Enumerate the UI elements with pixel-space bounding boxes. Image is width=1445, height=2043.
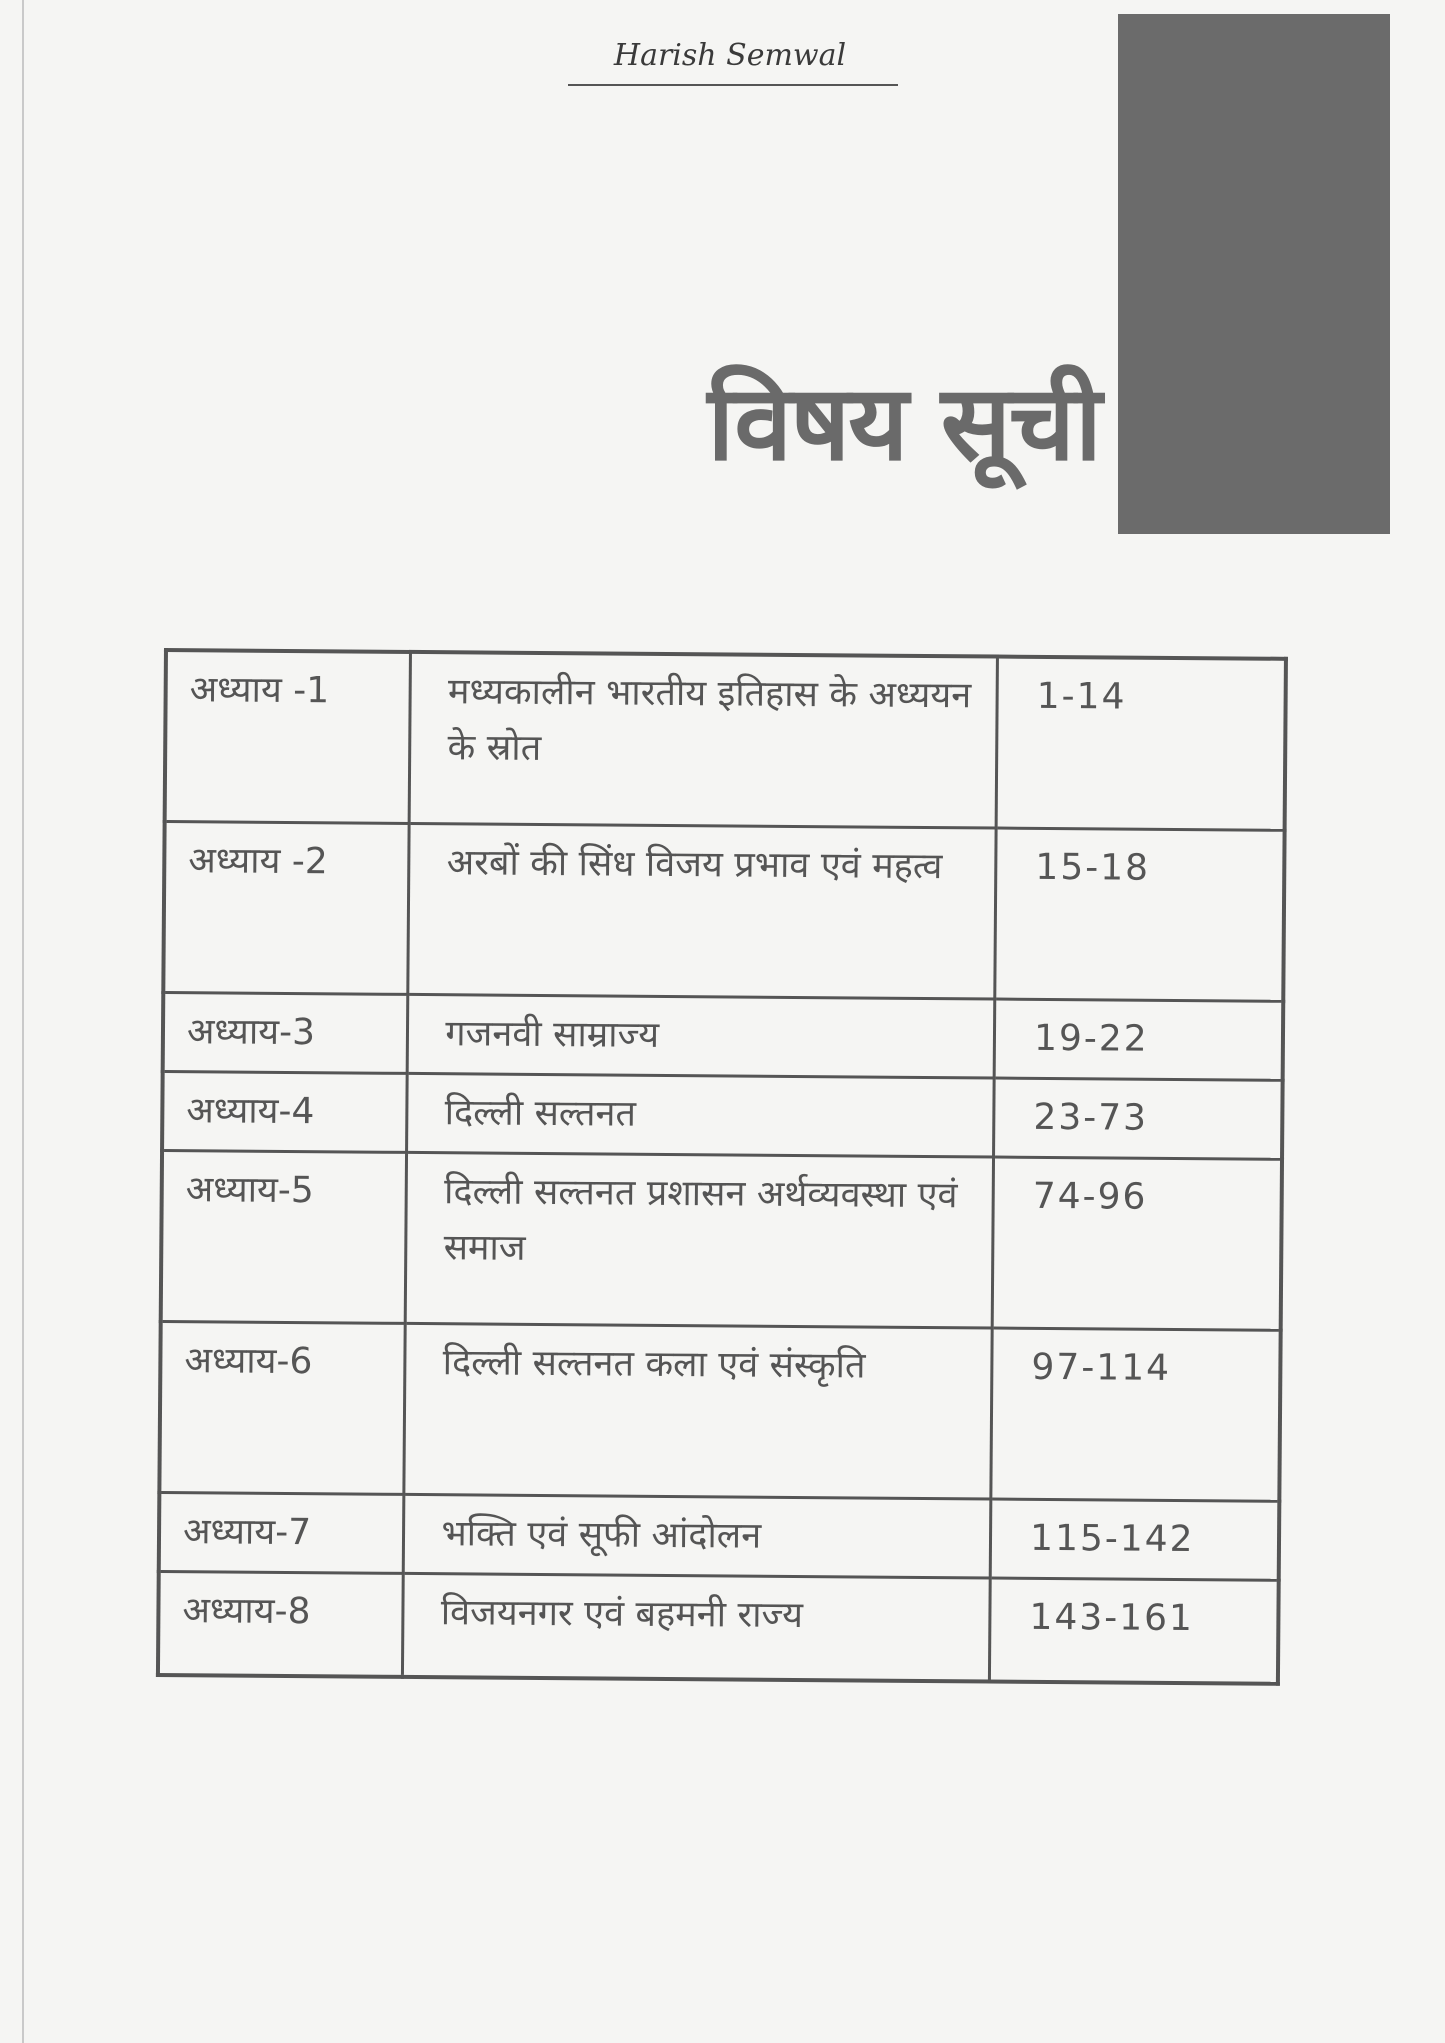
toc-title: दिल्ली सल्तनत कला एवं संस्कृति: [404, 1323, 992, 1499]
toc-chapter: अध्याय-4: [162, 1072, 407, 1153]
toc-title: गजनवी साम्राज्य: [408, 994, 995, 1078]
toc-title: अरबों की सिंध विजय प्रभाव एवं महत्व: [408, 823, 996, 999]
toc-row: [159, 1492, 1280, 1580]
toc-chapter: अध्याय-5: [161, 1151, 407, 1324]
page-edge: [22, 0, 24, 2043]
toc-chapter: अध्याय-7: [159, 1492, 404, 1573]
signature-underline: [568, 84, 898, 86]
table-of-contents: [156, 648, 1288, 1686]
toc-pages: 23-73: [994, 1078, 1283, 1159]
toc-title: विजयनगर एवं बहमनी राज्य: [403, 1573, 991, 1681]
toc-row: [165, 650, 1286, 830]
toc-row: [158, 1571, 1279, 1683]
toc-chapter: अध्याय -1: [165, 650, 411, 823]
toc-pages: 143-161: [990, 1578, 1279, 1684]
toc-chapter: अध्याय-6: [159, 1321, 405, 1494]
toc-row: [163, 993, 1284, 1081]
toc-chapter: अध्याय-3: [163, 993, 408, 1074]
toc-pages: 97-114: [991, 1328, 1281, 1501]
toc-chapter: अध्याय -2: [163, 822, 409, 995]
toc-pages: 15-18: [995, 828, 1285, 1001]
handwritten-signature: Harish Semwal: [613, 38, 847, 73]
toc-chapter: अध्याय-8: [158, 1571, 404, 1676]
toc-pages: 115-142: [990, 1499, 1279, 1580]
toc-title: भक्ति एवं सूफी आंदोलन: [404, 1494, 991, 1578]
toc-title: मध्यकालीन भारतीय इतिहास के अध्ययन के स्रोत: [409, 652, 997, 828]
toc-pages: 1-14: [996, 657, 1286, 831]
toc-title: दिल्ली सल्तनत: [407, 1073, 994, 1157]
toc-pages: 74-96: [992, 1157, 1282, 1330]
toc-title: दिल्ली सल्तनत प्रशासन अर्थव्यवस्था एवं समाज: [406, 1152, 994, 1328]
toc-row: [163, 822, 1284, 1002]
toc-row: [159, 1321, 1280, 1501]
toc-row: [161, 1151, 1282, 1331]
page-title: विषय सूची: [707, 362, 1100, 484]
toc-row: [162, 1072, 1283, 1160]
toc-pages: 19-22: [994, 999, 1283, 1080]
header-dark-band: [1118, 14, 1390, 534]
